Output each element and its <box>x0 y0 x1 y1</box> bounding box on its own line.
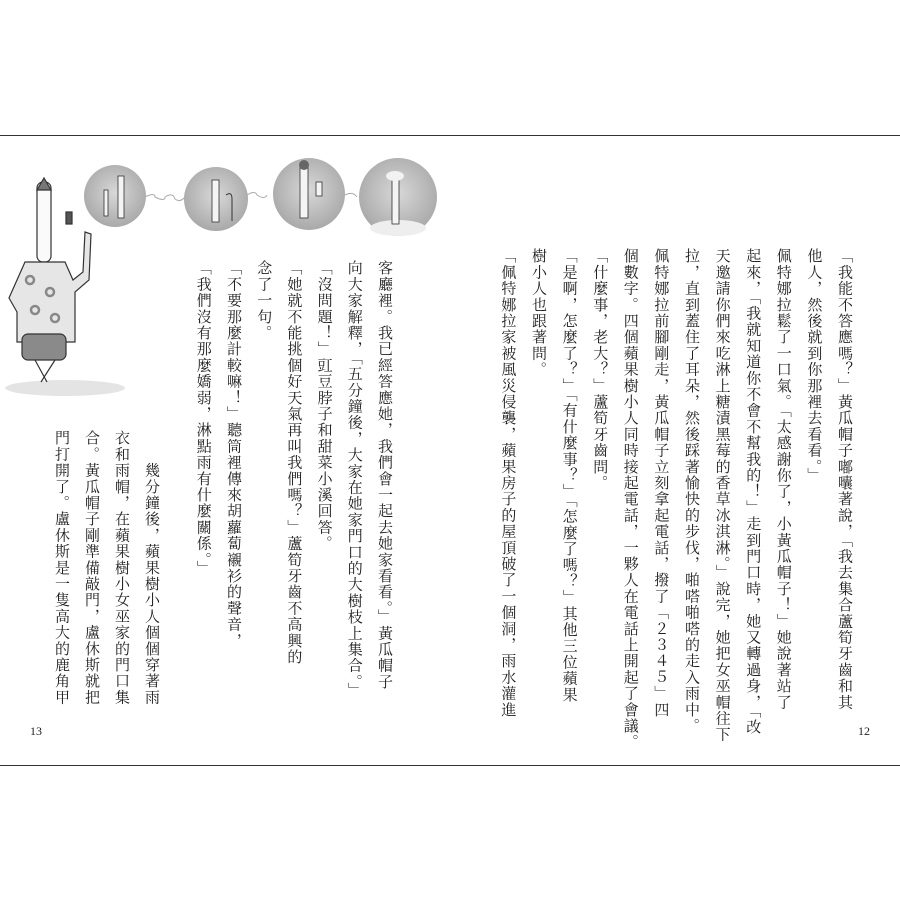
text-column: 「是啊，怎麼了？」「有什麼事？」「怎麼了嗎？」其他三位蘋果 <box>560 248 579 703</box>
text-column: 向大家解釋，「五分鐘後，大家在她家門口的大樹枝上集合。」 <box>345 260 364 699</box>
text-column: 「佩特娜拉家被風災侵襲，蘋果房子的屋頂破了一個洞，雨水灌進 <box>499 248 518 718</box>
ground-shadow-icon <box>5 380 125 396</box>
text-column: 念了一句。 <box>255 260 274 341</box>
text-column: 門打開了。盧休斯是一隻高大的鹿角甲 <box>53 430 71 706</box>
bubble-beet-creek-icon <box>359 158 437 236</box>
text-column: 合。黃瓜帽子剛準備敲門，盧休斯就把 <box>83 430 101 706</box>
text-column: 佩特娜拉鬆了一口氣。「太感謝你了，小黃瓜帽子！」她說著站了 <box>774 248 793 711</box>
page-number-right: 12 <box>858 724 870 738</box>
text-column: 「什麼事，老大？」蘆筍牙齒問。 <box>591 248 610 491</box>
text-column: 個數字。四個蘋果樹小人同時接起電話，一夥人在電話上開起了會議。 <box>621 248 640 751</box>
text-column: 衣和雨帽，在蘋果樹小女巫家的門口集 <box>113 430 131 706</box>
bubble-carrot-shirt-icon <box>273 158 345 230</box>
text-column: 「沒問題！」豇豆脖子和甜菜小溪回答。 <box>315 260 334 552</box>
bottom-rule <box>0 765 900 766</box>
text-column: 幾分鐘後，蘋果樹小人個個穿著雨 <box>143 430 161 706</box>
text-column: 「我們沒有那麼嬌弱，淋點雨有什麼關係。」 <box>194 260 213 577</box>
text-column: 佩特娜拉前腳剛走，黃瓜帽子立刻拿起電話，撥了「２３４５」四 <box>652 248 671 718</box>
text-column: 「我能不答應嗎？」黃瓜帽子嘟囔著說，「我去集合蘆筍牙齒和其 <box>836 248 854 711</box>
asparagus-man-icon <box>9 178 91 382</box>
text-column: 天邀請你們來吃淋上糖漬黑莓的香草冰淇淋。」說完，她把女巫帽往下 <box>713 248 732 743</box>
text-column: 他人，然後就到你那裡去看看。」 <box>805 248 824 484</box>
bubble-bean-neck-icon <box>84 165 146 227</box>
bubble-asparagus-teeth-icon <box>184 167 248 231</box>
text-column: 「不要那麼計較嘛！」聽筒裡傳來胡蘿蔔襯衫的聲音， <box>225 260 243 649</box>
text-column: 拉，直到蓋住了耳朵，然後踩著愉快的步伐，啪嗒啪嗒的走入雨中。 <box>683 248 701 734</box>
text-column: 客廳裡。我已經答應她，我們會一起去她家看看。」黃瓜帽子 <box>376 260 394 690</box>
page-number-left: 13 <box>30 724 42 738</box>
text-column: 樹小人也跟著問。 <box>530 248 548 378</box>
text-column: 起來，「我就知道你不會不幫我的！」走到門口時，她又轉過身，「改 <box>744 248 763 736</box>
text-column: 「她就不能挑個好天氣再叫我們嗎？」蘆筍牙齒不高興的 <box>285 260 304 665</box>
